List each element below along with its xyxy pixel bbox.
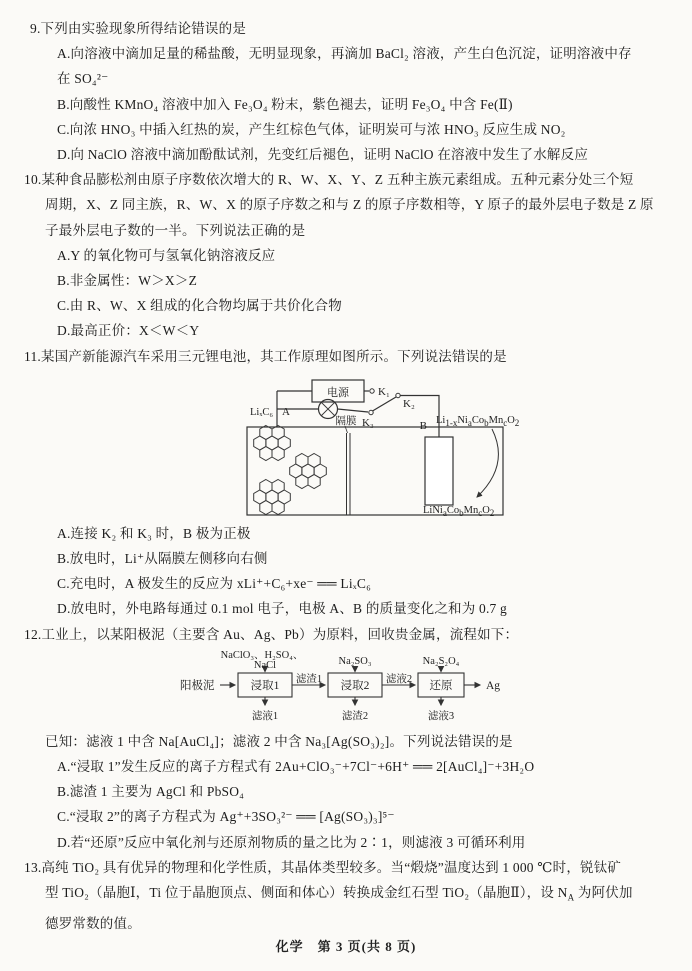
reduction-label: 还原	[429, 679, 453, 692]
question-12-option-a: A.“浸取 1”发生反应的离子方程式有 2Au+ClO₃⁻+7Cl⁻+6H⁺ ══ 2[AuCl₄]⁻+3H₂O	[57, 759, 535, 775]
question-10-stem-line2: 周期，X、Z 同主族，R、W、X 的原子序数之和与 Z 的原子序数相等，Y 原子的最外层电子数是 Z 原	[45, 197, 654, 213]
residue1-label: 滤渣1	[295, 673, 323, 685]
electrode-b-plate	[425, 437, 453, 505]
question-13-stem-line2: 型 TiO₂（晶胞Ⅰ，Ti 位于晶胞顶点、侧面和体心）转换成金红石型 TiO₂（晶胞Ⅱ），设 $N_A$ 为阿伏加	[45, 885, 633, 903]
question-12	[24, 622, 670, 855]
question-12-option-d: D.若“还原”反应中氧化剂与还原剂物质的量之比为 2∶1，则滤液 3 可循环利用	[57, 834, 526, 850]
switch-k1-label: K₁	[378, 385, 390, 398]
flow-input-label: 阳极泥	[180, 679, 215, 692]
filtrate1-label: 滤液1	[251, 710, 279, 722]
switch-k2-label: K₂	[403, 397, 415, 410]
question-10-option-b: B.非金属性：W＞X＞Z	[57, 273, 198, 289]
question-11-option-b: B.放电时，Li⁺从隔膜左侧移向右侧	[57, 551, 268, 567]
question-9-option-c: C.向浓 HNO₃ 中插入红热的炭，产生红棕色气体，证明炭可与浓 HNO₃ 反应生成 NO₂	[57, 121, 566, 137]
cathode-discharged-formula: $LiNi_aCo_bMn_cO_2$	[423, 504, 495, 518]
electrode-b-label: B	[419, 419, 427, 432]
question-13-stem-line3: 德罗常数的值。	[45, 915, 141, 931]
electrode-a-label: A	[282, 405, 290, 418]
question-9	[24, 16, 670, 167]
cell-container	[247, 427, 503, 515]
question-9-option-a-line2: 在 SO₄²⁻	[57, 71, 109, 87]
reagents2-label: Na₂SO₃	[338, 655, 372, 667]
filtrate2-label: 滤液2	[385, 673, 413, 685]
question-13-stem-line1: 13.高纯 TiO₂ 具有优异的物理和化学性质，其晶体类型较多。当“煅烧”温度达到 1 000 ℃时，锐钛矿	[24, 859, 622, 875]
question-10-stem-line1: 10.某种食品膨松剂由原子序数依次增大的 R、W、X、Y、Z 五种主族元素组成。五种元素分处三个短	[24, 172, 634, 188]
process-flow-svg	[162, 649, 544, 727]
question-10	[24, 167, 670, 343]
question-11-option-a: A.连接 K₂ 和 K₃ 时，B 极为正极	[57, 525, 251, 541]
question-9-option-b: B.向酸性 KMnO₄ 溶液中加入 Fe₃O₄ 粉末，紫色褪去，证明 Fe₃O₄ 中含 Fe(Ⅱ)	[57, 96, 513, 112]
filtrate3-label: 滤液3	[427, 710, 455, 722]
question-10-option-a: A.Y 的氧化物可与氢氧化钠溶液反应	[57, 247, 276, 263]
switch-k3-label: K₃	[362, 416, 374, 429]
question-12-option-c: C.“浸取 2”的离子方程式为 Ag⁺+3SO₃²⁻ ══ [Ag(SO₃)₃]⁵⁻	[57, 809, 395, 825]
process-flow-diagram	[162, 649, 544, 727]
question-10-option-c: C.由 R、W、X 组成的化合物均属于共价化合物	[57, 298, 342, 314]
question-11-option-c: C.充电时，A 极发生的反应为 xLi⁺+C₆+xe⁻ ══ LiₓC₆	[57, 576, 372, 592]
question-9-stem: 9.下列由实验现象所得结论错误的是	[30, 21, 247, 36]
battery-diagram	[220, 371, 532, 519]
question-9-option-d: D.向 NaClO 溶液中滴加酚酞试剂，先变红后褪色，证明 NaClO 在溶液中发生了水解反应	[57, 147, 589, 163]
question-12-option-b: B.滤渣 1 主要为 AgCl 和 PbSO₄	[57, 784, 245, 800]
product-label: Ag	[486, 679, 501, 692]
graphite-cluster-3	[254, 479, 291, 514]
question-12-known: 已知：滤液 1 中含 Na[AuCl₄]；滤液 2 中含 Na₃[Ag(SO₃)₂]。下列说法错误的是	[45, 733, 513, 749]
graphite-cluster-1	[254, 425, 291, 460]
question-10-option-d: D.最高正价：X＜W＜Y	[57, 323, 200, 339]
question-12-stem: 12.工业上，以某阳极泥（主要含 Au、Ag、Pb）为原料，回收贵金属，流程如下：	[24, 626, 519, 642]
switch-k1-terminal	[370, 389, 374, 393]
residue2-label: 滤渣2	[341, 710, 369, 722]
graphite-cluster-2	[290, 453, 327, 488]
question-11	[24, 344, 670, 622]
question-9-option-a-line1: A.向溶液中滴加足量的稀盐酸，无明显现象，再滴加 BaCl₂ 溶液，产生白色沉淀，证明溶液中存	[57, 46, 632, 62]
question-10-stem-line3: 子最外层电子数的一半。下列说法正确的是	[45, 222, 306, 238]
power-source-label: 电源	[327, 386, 349, 399]
battery-diagram-svg	[220, 371, 532, 519]
switch-k2-node	[396, 393, 400, 397]
leach1-label: 浸取1	[250, 679, 280, 692]
leach2-label: 浸取2	[340, 679, 370, 692]
anode-material-label: LiₓC₆	[250, 406, 274, 418]
separator-label: 隔膜	[335, 415, 357, 427]
question-11-stem: 11.某国产新能源汽车采用三元锂电池，其工作原理如图所示。下列说法错误的是	[24, 348, 507, 364]
page-footer: 化学 第 3 页(共 8 页)	[275, 939, 417, 954]
conversion-arrow	[477, 429, 498, 497]
reagents3-label: Na₂S₂O₄	[422, 655, 460, 667]
reagents1-line2: NaCl	[253, 659, 277, 671]
question-13	[24, 855, 670, 936]
cathode-charged-formula: $Li_{1-x}Ni_aCo_bMn_cO_2$	[436, 414, 520, 428]
switch-blade	[373, 397, 397, 411]
reagents1-line1: NaClO₃、H₂SO₄、	[220, 649, 304, 661]
question-11-option-d: D.放电时，外电路每通过 0.1 mol 电子，电极 A、B 的质量变化之和为 0.7 g	[57, 601, 508, 617]
